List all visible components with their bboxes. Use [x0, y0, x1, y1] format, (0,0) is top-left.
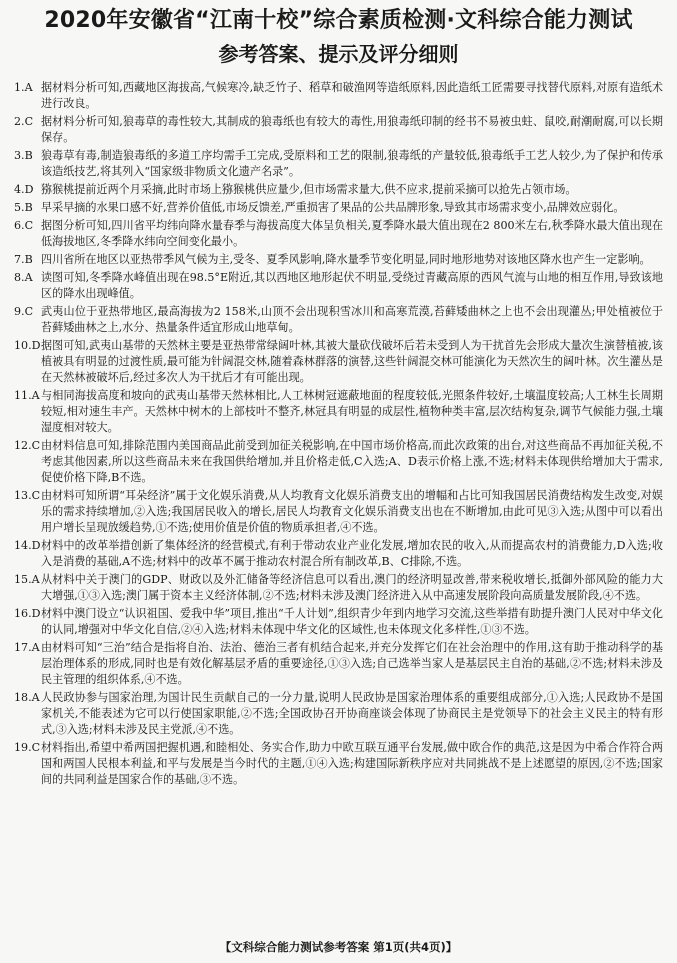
answer-number: 6.C: [14, 219, 34, 232]
answer-number: 17.A: [14, 641, 40, 654]
answer-number: 4.D: [14, 183, 34, 196]
answer-explanation: 狼毒草有毒,制造狼毒纸的多道工序均需手工完成,受原料和工艺的限制,狼毒纸的产量较低,狼毒纸手工艺人较少,为了保护和传承该造纸技艺,将其列入“国家级非物质文化遗产名录”。: [41, 149, 663, 178]
answer-number: 18.A: [14, 691, 40, 704]
answer-number: 3.B: [14, 149, 33, 162]
answer-item: [14, 182, 663, 198]
answer-item: [14, 80, 663, 112]
answer-explanation: 据图可知,武夷山基带的天然林主要是亚热带常绿阔叶林,其被大量砍伐破坏后若未受到人为干扰首先会形成大量次生演替植被,该植被具有明显的过渡性质,最可能为针阔混交林,随着森林群落的演替,这些针阔混交林可能演化为天然次生的阔叶林。次生灌丛是在天然林被破坏后,经过多次人为干扰后才有可能出现。: [41, 339, 663, 384]
answer-item: [14, 338, 663, 386]
answer-item: [14, 572, 663, 604]
answer-item: [14, 388, 663, 436]
answer-explanation: 早采早摘的水果口感不好,营养价值低,市场反馈差,严重损害了果品的公共品牌形象,导致其市场需求变小,品牌效应弱化。: [41, 201, 625, 214]
answer-number: 19.C: [14, 741, 41, 754]
answer-item: [14, 740, 663, 788]
answer-item: [14, 538, 663, 570]
answer-explanation: 人民政协参与国家治理,为国计民生贡献自己的一分力量,说明人民政协是国家治理体系的重要组成部分,①入选;人民政协不是国家机关,不能表述为它可以行使国家职能,②不选;全国政协召开协商座谈会体现了协商民主是党领导下的社会主义民主的特有形式,③入选;材料未涉及民主党派,④不选。: [41, 691, 663, 736]
page-subtitle: 参考答案、提示及评分细则: [218, 42, 459, 66]
answer-number: 14.D: [14, 539, 41, 552]
answer-number: 15.A: [14, 573, 40, 586]
answer-item: [14, 690, 663, 738]
answer-number: 10.D: [14, 339, 41, 352]
answer-explanation: 武夷山位于亚热带地区,最高海拔为2 158米,山顶不会出现积雪冰川和高寒荒漠,苔藓矮曲林之上也不会出现灌丛;甲处植被位于苔藓矮曲林之上,水分、热量条件适宜形成山地草甸。: [41, 305, 663, 334]
answer-explanation: 据图分析可知,四川省平均纬向降水量春季与海拔高度大体呈负相关,夏季降水最大值出现在2 800米左右,秋季降水最大值出现在低海拔地区,冬季降水纬向空间变化最小。: [41, 219, 663, 248]
answer-explanation: 据材料分析可知,西藏地区海拔高,气候寒冷,缺乏竹子、稻草和破渔网等造纸原料,因此造纸工匠需要寻找替代原料,对原有造纸术进行改良。: [41, 81, 663, 110]
answer-number: 7.B: [14, 253, 33, 266]
answer-number: 11.A: [14, 389, 40, 402]
answer-item: [14, 218, 663, 250]
page-footer: 【文科综合能力测试参考答案 第1页(共4页)】: [219, 940, 458, 954]
answer-explanation: 由材料可知所谓“耳朵经济”属于文化娱乐消费,从人均教育文化娱乐消费支出的增幅和占比可知我国居民消费结构发生改变,对娱乐的需求持续增加,②入选;我国居民收入的增长,居民人均教育文化娱乐消费支出也在不断增加,由此可见③入选;从图中可以看出用户增长呈现放缓趋势,①不选;使用价值是价值的物质承担者,④不选。: [41, 489, 663, 534]
answer-item: [14, 114, 663, 146]
answer-explanation: 由材料可知“三治”结合是指将自治、法治、德治三者有机结合起来,并充分发挥它们在社会治理中的作用,这有助于推动科学的基层治理体系的形成,同时也是有效化解基层矛盾的重要途径,①③入选;自己选举当家人是基层民主自治的基础,②不选;材料未涉及民主管理的组织体系,④不选。: [41, 641, 663, 686]
answer-list: [14, 80, 663, 788]
page-title: 2020年安徽省“江南十校”综合素质检测·文科综合能力测试: [44, 8, 633, 33]
answer-number: 16.D: [14, 607, 41, 620]
answer-explanation: 读图可知,冬季降水峰值出现在98.5°E附近,其以西地区地形起伏不明显,受绕过青藏高原的西风气流与山地的相互作用,导致该地区的降水出现峰值。: [41, 271, 663, 300]
answer-item: [14, 252, 663, 268]
answer-explanation: 材料指出,希望中希两国把握机遇,和睦相处、务实合作,助力中欧互联互通平台发展,做中欧合作的典范,这是因为中希合作符合两国和两国人民根本利益,和平与发展是当今时代的主题,①④入选;构建国际新秩序应对共同挑战不是上述愿望的原因,②不选;国家间的共同利益是国家合作的基础,③不选。: [41, 741, 663, 786]
answer-item: [14, 200, 663, 216]
answer-explanation: 猕猴桃提前近两个月采摘,此时市场上猕猴桃供应量少,但市场需求量大,供不应求,提前采摘可以抢先占领市场。: [41, 183, 577, 196]
answer-explanation: 材料中的改革举措创新了集体经济的经营模式,有利于带动农业产业化发展,增加农民的收入,从而提高农村的消费能力,D入选;收入是消费的基础,A不选;材料中的改革不属于推动农村混合所有制改革,B、C排除,不选。: [41, 539, 663, 568]
answer-item: [14, 488, 663, 536]
answer-item: [14, 438, 663, 486]
answer-explanation: 从材料中关于澳门的GDP、财政以及外汇储备等经济信息可以看出,澳门的经济明显改善,带来税收增长,抵御外部风险的能力大大增强,①③入选;澳门属于资本主义经济体制,②不选;材料未涉及澳门经济进入从中高速发展阶段向高质量发展阶段,④不选。: [41, 573, 663, 602]
answer-explanation: 四川省所在地区以亚热带季风气候为主,受冬、夏季风影响,降水量季节变化明显,同时地形地势对该地区降水也产生一定影响。: [41, 253, 651, 266]
answer-number: 1.A: [14, 81, 33, 94]
answer-item: [14, 640, 663, 688]
answer-item: [14, 606, 663, 638]
answer-number: 13.C: [14, 489, 41, 502]
answer-explanation: 材料中澳门设立“认识祖国、爱我中华”项目,推出“千人计划”,组织青少年到内地学习交流,这些举措有助提升澳门人民对中华文化的认同,增强对中华文化自信,②④入选;材料未体现中华文化的区域性,也未体现文化多样性,①③不选。: [41, 607, 663, 636]
answer-number: 12.C: [14, 439, 41, 452]
answer-item: [14, 304, 663, 336]
answer-explanation: 由材料信息可知,排除范围内美国商品此前受到加征关税影响,在中国市场价格高,而此次政策的出台,对这些商品不再加征关税,不考虑其他因素,所以这些商品未来在我国供给增加,并且价格走低,C入选;A、D表示价格上涨,不选;材料未体现供给增加大于需求,促使价格下降,B不选。: [41, 439, 663, 484]
answer-item: [14, 148, 663, 180]
answer-number: 8.A: [14, 271, 33, 284]
answer-number: 5.B: [14, 201, 33, 214]
answer-number: 9.C: [14, 305, 34, 318]
answer-item: [14, 270, 663, 302]
answer-explanation: 与相同海拔高度和坡向的武夷山基带天然林相比,人工林树冠遮蔽地面的程度较低,光照条件较好,土壤温度较高;人工林生长周期较短,相对速生丰产。天然林中树木的上部枝叶不整齐,林冠具有明显的成层性,植物种类丰富,层次结构复杂,调节气候能力强,土壤湿度相对较大。: [41, 389, 663, 434]
answer-explanation: 据材料分析可知,狼毒草的毒性较大,其制成的狼毒纸也有较大的毒性,用狼毒纸印制的经书不易被虫蛀、鼠咬,耐潮耐腐,可以长期保存。: [41, 115, 663, 144]
answer-number: 2.C: [14, 115, 34, 128]
